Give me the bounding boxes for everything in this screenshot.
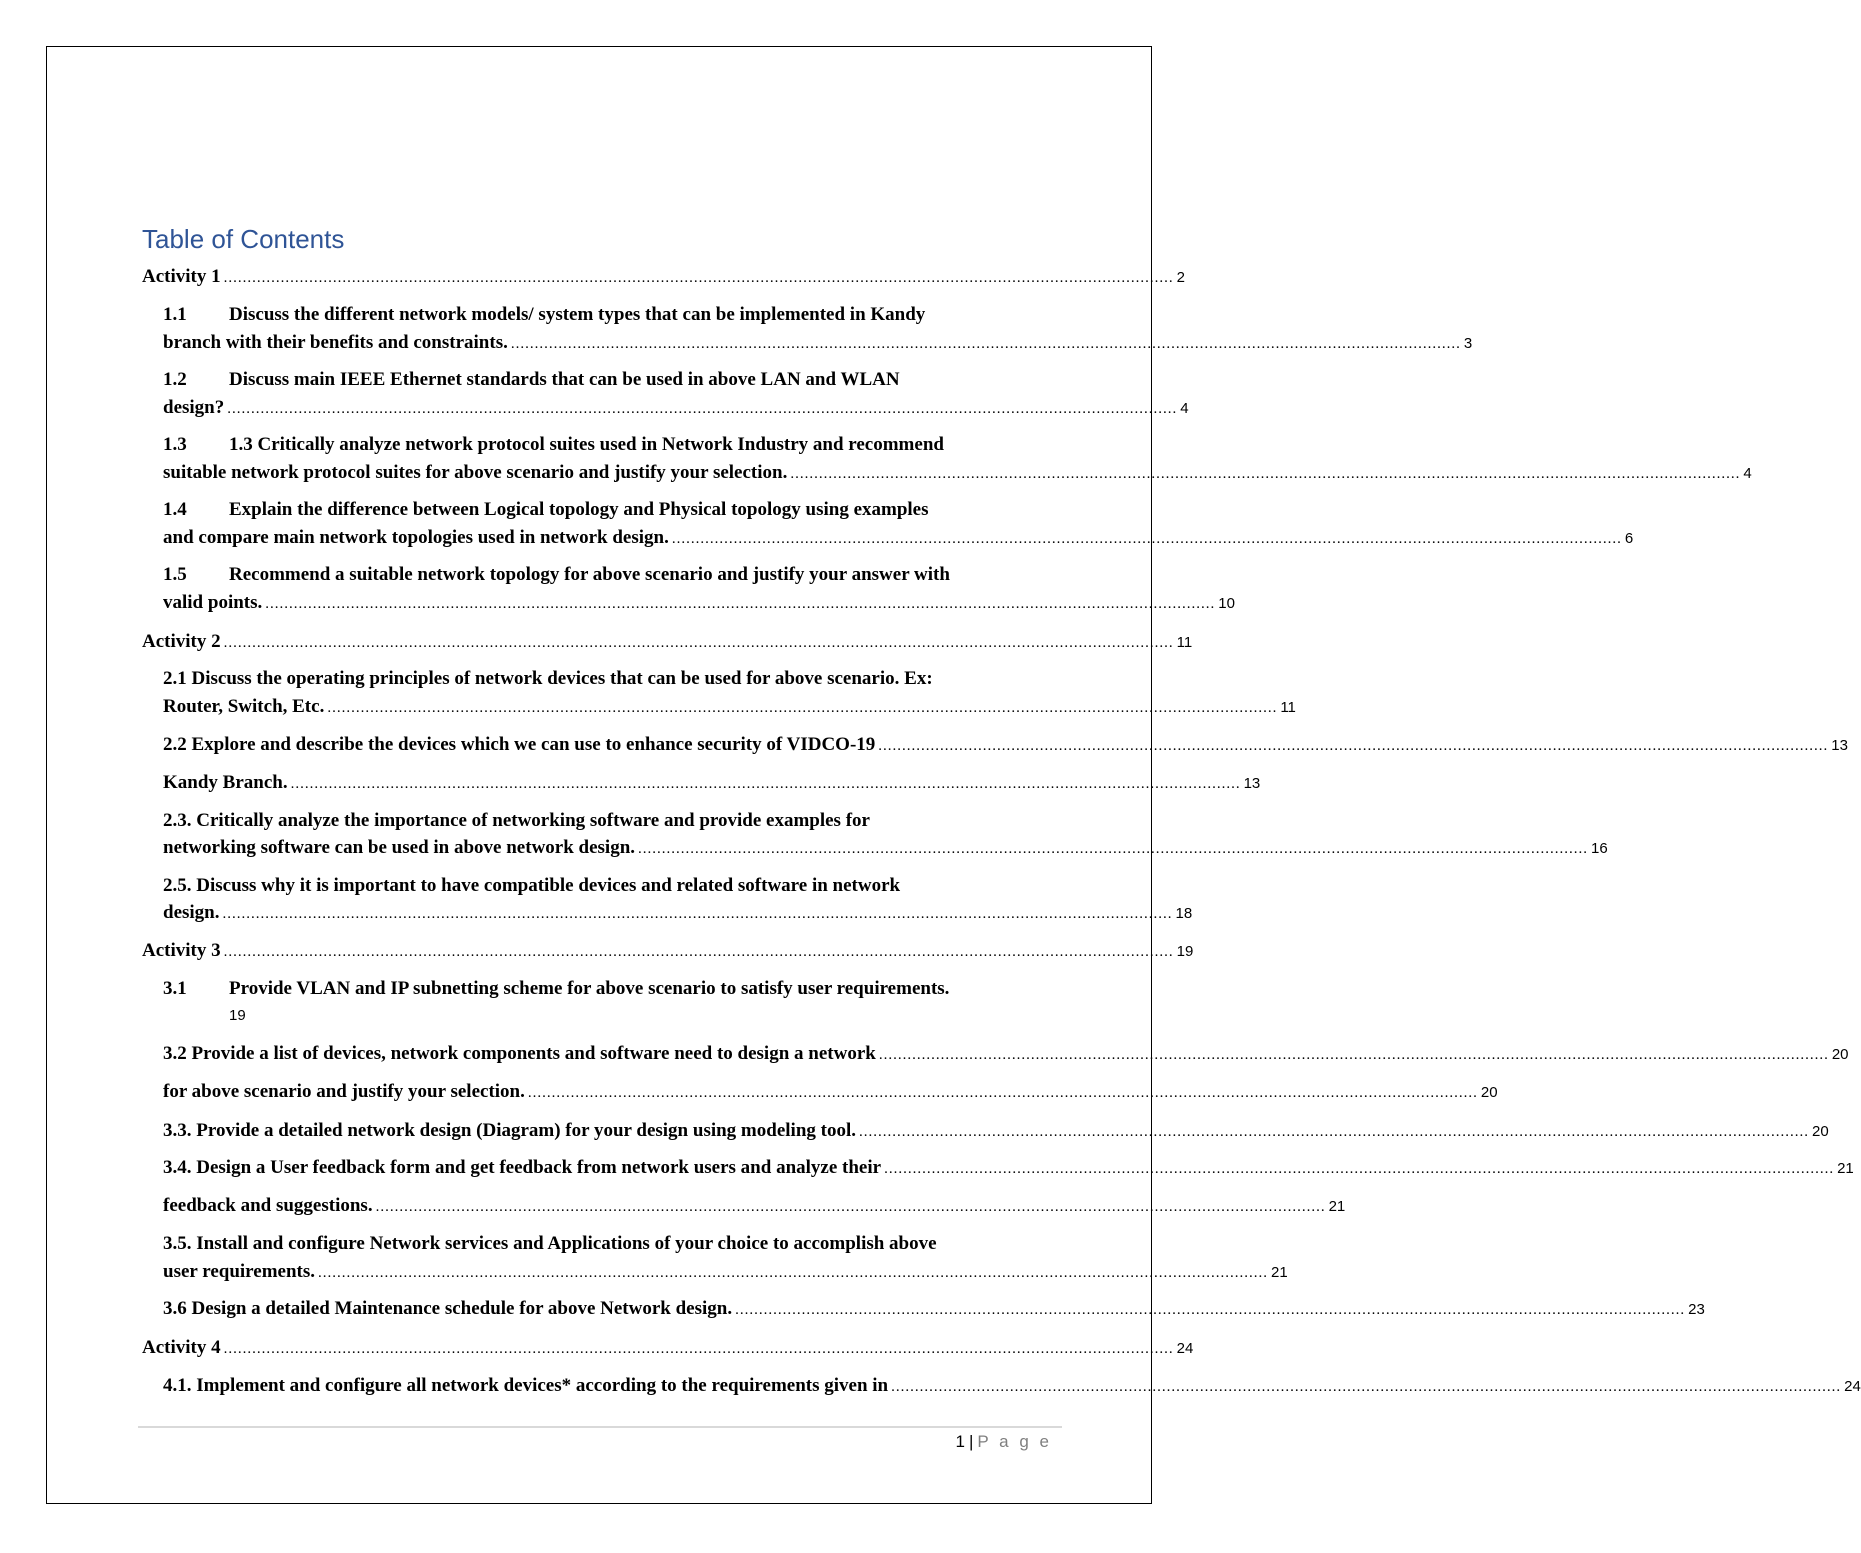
toc-page-number: 13 bbox=[1831, 737, 1848, 754]
toc-page-number: 24 bbox=[1844, 1378, 1861, 1395]
toc-page-number: 4 bbox=[1743, 465, 1752, 482]
toc-entry[interactable] bbox=[163, 1232, 937, 1256]
toc-entry-text: 2.3. Critically analyze the importance of networking software and provide examples for bbox=[163, 810, 870, 831]
toc-entry[interactable] bbox=[163, 498, 929, 522]
toc-leader: ........................................................................................................................................................................................................ bbox=[891, 1379, 1842, 1395]
toc-entry-text: Activity 1 bbox=[142, 266, 221, 287]
toc-leader: ........................................................................................................................................................................................................ bbox=[859, 1124, 1809, 1140]
toc-page-number: 10 bbox=[1218, 595, 1235, 612]
toc-entry-text: for above scenario and justify your selection. bbox=[163, 1081, 525, 1102]
toc-page-number: 24 bbox=[1176, 1340, 1194, 1357]
toc-entry-text: design. bbox=[163, 902, 220, 923]
toc-entry-text: Discuss the different network models/ system types that can be implemented in Kandy bbox=[229, 304, 926, 325]
toc-leader: ........................................................................................................................................................................................................ bbox=[671, 531, 1622, 547]
page-footer bbox=[956, 1432, 1052, 1452]
toc-entry[interactable] bbox=[163, 303, 925, 327]
toc-entry-text: 1.3 Critically analyze network protocol suites used in Network Industry and recommend bbox=[229, 434, 944, 455]
toc-entry-text: Discuss main IEEE Ethernet standards that can be used in above LAN and WLAN bbox=[229, 369, 900, 390]
toc-leader: ........................................................................................................................................................................................................ bbox=[223, 635, 1174, 651]
toc-page-number: 21 bbox=[1328, 1198, 1346, 1215]
footer-separator: | bbox=[969, 1432, 974, 1451]
toc-leader: ........................................................................................................................................................................................................ bbox=[222, 906, 1173, 922]
toc-page-number: 6 bbox=[1624, 530, 1634, 547]
toc-entry-text: 3.4. Design a User feedback form and get feedback from network users and analyze their bbox=[163, 1157, 882, 1178]
toc-entry[interactable] bbox=[163, 1042, 1849, 1067]
toc-entry-text: Kandy Branch. bbox=[163, 772, 288, 793]
toc-entry[interactable] bbox=[163, 809, 870, 833]
toc-leader: ........................................................................................................................................................................................................ bbox=[527, 1085, 1478, 1101]
footer-page-number: 1 bbox=[955, 1432, 965, 1451]
toc-entry[interactable] bbox=[163, 563, 950, 587]
toc-entry-continuation[interactable] bbox=[163, 526, 1634, 551]
toc-leader: ........................................................................................................................................................................................................ bbox=[265, 596, 1216, 612]
toc-entry[interactable] bbox=[163, 667, 933, 691]
toc-leader: ........................................................................................................................................................................................................ bbox=[375, 1199, 1326, 1215]
toc-leader: ........................................................................................................................................................................................................ bbox=[223, 944, 1174, 960]
toc-entry-text: feedback and suggestions. bbox=[163, 1195, 373, 1216]
toc-entry-text: 3.5. Install and configure Network services and Applications of your choice to accomplish above bbox=[163, 1233, 937, 1254]
toc-entry-text: user requirements. bbox=[163, 1261, 315, 1282]
toc-page-number: 11 bbox=[1280, 699, 1296, 716]
toc-entry-continuation[interactable] bbox=[163, 836, 1608, 861]
toc-entry-text: 4.1. Implement and configure all network devices* according to the requirements given in bbox=[163, 1375, 889, 1396]
toc-page-number[interactable]: 19 bbox=[229, 1007, 246, 1024]
toc-entry-continuation[interactable] bbox=[163, 901, 1193, 926]
toc-leader: ........................................................................................................................................................................................................ bbox=[878, 738, 1829, 754]
toc-entry[interactable] bbox=[163, 1080, 1498, 1105]
toc-entry-number: 1.1 bbox=[163, 304, 187, 325]
toc-entry-text: 2.2 Explore and describe the devices which we can use to enhance security of VIDCO-19 bbox=[163, 734, 876, 755]
toc-entry-text: Explain the difference between Logical topology and Physical topology using examples bbox=[229, 499, 929, 520]
toc-entry-text: design? bbox=[163, 397, 225, 418]
toc-entry-text: suitable network protocol suites for above scenario and justify your selection. bbox=[163, 462, 788, 483]
toc-entry-continuation[interactable] bbox=[163, 396, 1189, 421]
toc-entry-text: Recommend a suitable network topology for above scenario and justify your answer with bbox=[229, 564, 950, 585]
toc-leader: ........................................................................................................................................................................................................ bbox=[223, 270, 1174, 286]
toc-entry-number: 1.4 bbox=[163, 499, 187, 520]
toc-entry[interactable] bbox=[163, 1194, 1346, 1219]
toc-entry[interactable] bbox=[163, 1374, 1861, 1399]
toc-entry-text: 3.3. Provide a detailed network design (Diagram) for your design using modeling tool. bbox=[163, 1120, 856, 1141]
toc-leader: ........................................................................................................................................................................................................ bbox=[227, 401, 1178, 417]
toc-entry[interactable] bbox=[163, 977, 949, 1001]
toc-entry-text: networking software can be used in above network design. bbox=[163, 837, 636, 858]
toc-page-number: 4 bbox=[1180, 400, 1189, 417]
toc-entry-text: 2.1 Discuss the operating principles of network devices that can be used for above scenario. Ex: bbox=[163, 668, 933, 689]
toc-entry-text: valid points. bbox=[163, 592, 263, 613]
toc-leader: ........................................................................................................................................................................................................ bbox=[884, 1161, 1835, 1177]
toc-entry-text: 3.2 Provide a list of devices, network components and software need to design a network bbox=[163, 1043, 876, 1064]
toc-page-number: 21 bbox=[1837, 1160, 1854, 1177]
toc-entry-text: Provide VLAN and IP subnetting scheme for above scenario to satisfy user requirements. bbox=[229, 978, 950, 999]
toc-entry-text: Router, Switch, Etc. bbox=[163, 696, 325, 717]
toc-leader: ........................................................................................................................................................................................................ bbox=[878, 1047, 1829, 1063]
toc-page-number: 20 bbox=[1480, 1084, 1498, 1101]
toc-page-number: 13 bbox=[1243, 775, 1261, 792]
toc-leader: ........................................................................................................................................................................................................ bbox=[510, 336, 1461, 352]
toc-page-number: 2 bbox=[1176, 269, 1185, 286]
footer-page-label: P a g e bbox=[977, 1432, 1052, 1451]
toc-entry-text: branch with their benefits and constraints. bbox=[163, 332, 508, 353]
toc-page-number: 16 bbox=[1591, 840, 1608, 857]
toc-page-number: 11 bbox=[1176, 634, 1193, 651]
toc-entry[interactable] bbox=[142, 630, 1193, 655]
toc-entry-continuation[interactable] bbox=[163, 461, 1752, 486]
toc-entry-continuation[interactable] bbox=[163, 1260, 1288, 1285]
toc-entry[interactable] bbox=[163, 1119, 1829, 1144]
toc-entry-number: 1.3 bbox=[163, 434, 187, 455]
toc-entry[interactable] bbox=[163, 771, 1261, 796]
toc-entry-number: 1.2 bbox=[163, 369, 187, 390]
toc-entry-number: 1.5 bbox=[163, 564, 187, 585]
toc-page-number: 21 bbox=[1271, 1264, 1288, 1281]
toc-entry[interactable] bbox=[163, 368, 900, 392]
toc-entry[interactable] bbox=[142, 939, 1194, 964]
toc-leader: ........................................................................................................................................................................................................ bbox=[735, 1302, 1686, 1318]
toc-entry-text: 2.5. Discuss why it is important to have compatible devices and related software in network bbox=[163, 875, 901, 896]
toc-entry[interactable] bbox=[142, 265, 1185, 290]
toc-entry-text: Activity 2 bbox=[142, 631, 221, 652]
toc-leader: ........................................................................................................................................................................................................ bbox=[223, 1341, 1174, 1357]
toc-entry[interactable] bbox=[163, 874, 900, 898]
toc-entry-text: Activity 4 bbox=[142, 1337, 221, 1358]
toc-leader: ........................................................................................................................................................................................................ bbox=[290, 776, 1241, 792]
toc-entry[interactable] bbox=[163, 1156, 1854, 1181]
toc-entry-text: and compare main network topologies used in network design. bbox=[163, 527, 669, 548]
toc-leader: ........................................................................................................................................................................................................ bbox=[638, 841, 1589, 857]
toc-entry[interactable] bbox=[163, 1297, 1705, 1322]
toc-title: Table of Contents bbox=[142, 224, 345, 254]
toc-leader: ........................................................................................................................................................................................................ bbox=[790, 466, 1741, 482]
toc-page-number: 20 bbox=[1812, 1123, 1829, 1140]
toc-entry-text: Activity 3 bbox=[142, 940, 221, 961]
toc-entry-continuation[interactable] bbox=[163, 591, 1235, 616]
toc-page-number: 23 bbox=[1688, 1301, 1705, 1318]
toc-page-number: 19 bbox=[1176, 943, 1194, 960]
toc-entry-continuation[interactable] bbox=[163, 695, 1296, 720]
toc-page-number: 18 bbox=[1175, 905, 1193, 922]
toc-leader: ........................................................................................................................................................................................................ bbox=[327, 700, 1278, 716]
toc-entry-continuation[interactable] bbox=[163, 331, 1473, 356]
toc-entry[interactable] bbox=[163, 733, 1848, 758]
toc-entry-number: 3.1 bbox=[163, 978, 187, 999]
toc-leader: ........................................................................................................................................................................................................ bbox=[318, 1265, 1268, 1281]
toc-entry[interactable] bbox=[142, 1336, 1194, 1361]
toc-page-number: 20 bbox=[1831, 1046, 1849, 1063]
toc-page-number: 3 bbox=[1463, 335, 1473, 352]
toc-entry-text: 3.6 Design a detailed Maintenance schedule for above Network design. bbox=[163, 1298, 733, 1319]
footer-divider bbox=[138, 1426, 1062, 1428]
toc-entry[interactable] bbox=[163, 433, 944, 457]
